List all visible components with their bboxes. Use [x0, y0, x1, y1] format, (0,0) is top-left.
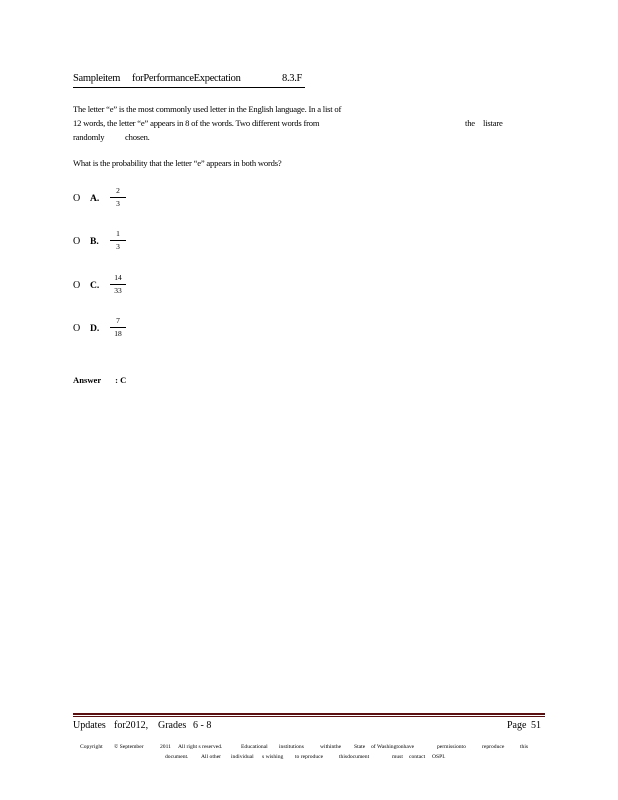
choice-a-denominator: 3 — [116, 199, 120, 208]
copyright-word: this — [520, 744, 529, 750]
choice-d-fraction — [110, 316, 126, 339]
choice-a-fraction — [110, 186, 126, 209]
choice-b-fraction — [110, 229, 126, 252]
copyright-word: OSPI. — [432, 754, 446, 760]
copyright-word: of Washingtonhave — [371, 744, 415, 750]
choice-a-numerator: 2 — [116, 186, 120, 195]
footer-rule-thin — [73, 716, 545, 717]
copyright-word: All other — [201, 754, 222, 760]
stem-line-3-chosen: chosen. — [125, 132, 150, 142]
radio-a[interactable]: O — [73, 193, 81, 204]
fraction-bar — [110, 284, 126, 285]
copyright-word: 2011 — [160, 744, 171, 750]
radio-d[interactable]: O — [73, 323, 81, 334]
stem-line-2-list: listare — [483, 118, 503, 128]
choice-b-numerator: 1 — [116, 229, 120, 238]
fraction-bar — [110, 240, 126, 241]
copyright-word: contact — [409, 754, 426, 760]
copyright-word: to reproduce — [295, 754, 324, 760]
choice-c-denominator: 33 — [114, 286, 122, 295]
copyright-word: document. — [165, 754, 189, 760]
item-heading — [73, 73, 305, 88]
choice-a-letter: A. — [90, 193, 100, 204]
copyright-word: State — [354, 744, 366, 750]
copyright-word: Educational — [241, 744, 268, 750]
heading-code: 8.3.F — [282, 73, 303, 84]
heading-performance-expectation: forPerformanceExpectation — [132, 73, 241, 84]
footer-updates: Updates — [73, 720, 106, 731]
fraction-bar — [110, 197, 126, 198]
choice-c-fraction — [110, 273, 126, 296]
heading-sample-item: Sampleitem — [73, 73, 121, 84]
fraction-bar — [110, 327, 126, 328]
stem-line-1: The letter “e” is the most commonly used letter in the English language. In a list of — [73, 104, 342, 114]
answer-label: Answer — [73, 375, 102, 385]
copyright-word: reproduce — [482, 744, 505, 750]
choice-b-letter: B. — [90, 236, 99, 247]
copyright-word: withinthe — [320, 744, 342, 750]
copyright-word: s wishing — [262, 754, 284, 760]
radio-c[interactable]: O — [73, 280, 81, 291]
answer-line — [73, 375, 126, 385]
choice-d-denominator: 18 — [114, 329, 122, 338]
copyright-word: © September — [114, 744, 144, 750]
choice-b-denominator: 3 — [116, 242, 120, 251]
choice-c-numerator: 14 — [114, 273, 122, 282]
footer-year: for2012, — [114, 720, 149, 731]
question-text: What is the probability that the letter “e” appears in both words? — [73, 158, 282, 168]
copyright-word: must — [392, 754, 403, 760]
copyright-word: All right s reserved. — [178, 744, 223, 750]
copyright-word: individual — [231, 754, 254, 760]
choice-d-numerator: 7 — [116, 316, 120, 325]
choice-d-letter: D. — [90, 323, 100, 334]
copyright-word: Copyright — [80, 744, 103, 750]
stem-line-3-randomly: randomly — [73, 132, 105, 142]
stem-line-2: 12 words, the letter “e” appears in 8 of the words. Two different words from — [73, 118, 320, 128]
footer-page-number: 51 — [531, 720, 541, 731]
footer-page-label: Page — [507, 720, 527, 731]
footer-grade-range: 6 - 8 — [193, 720, 212, 731]
copyright-word: institutions — [279, 744, 304, 750]
radio-b[interactable]: O — [73, 236, 81, 247]
footer-rule-thick — [73, 713, 545, 715]
answer-value: : C — [115, 375, 127, 385]
copyright-word: permissionto — [437, 744, 466, 750]
choice-c-letter: C. — [90, 280, 100, 291]
footer-grades: Grades — [158, 720, 187, 731]
stem-line-2-the: the — [465, 118, 475, 128]
copyright-word: thisdocument — [339, 754, 370, 760]
